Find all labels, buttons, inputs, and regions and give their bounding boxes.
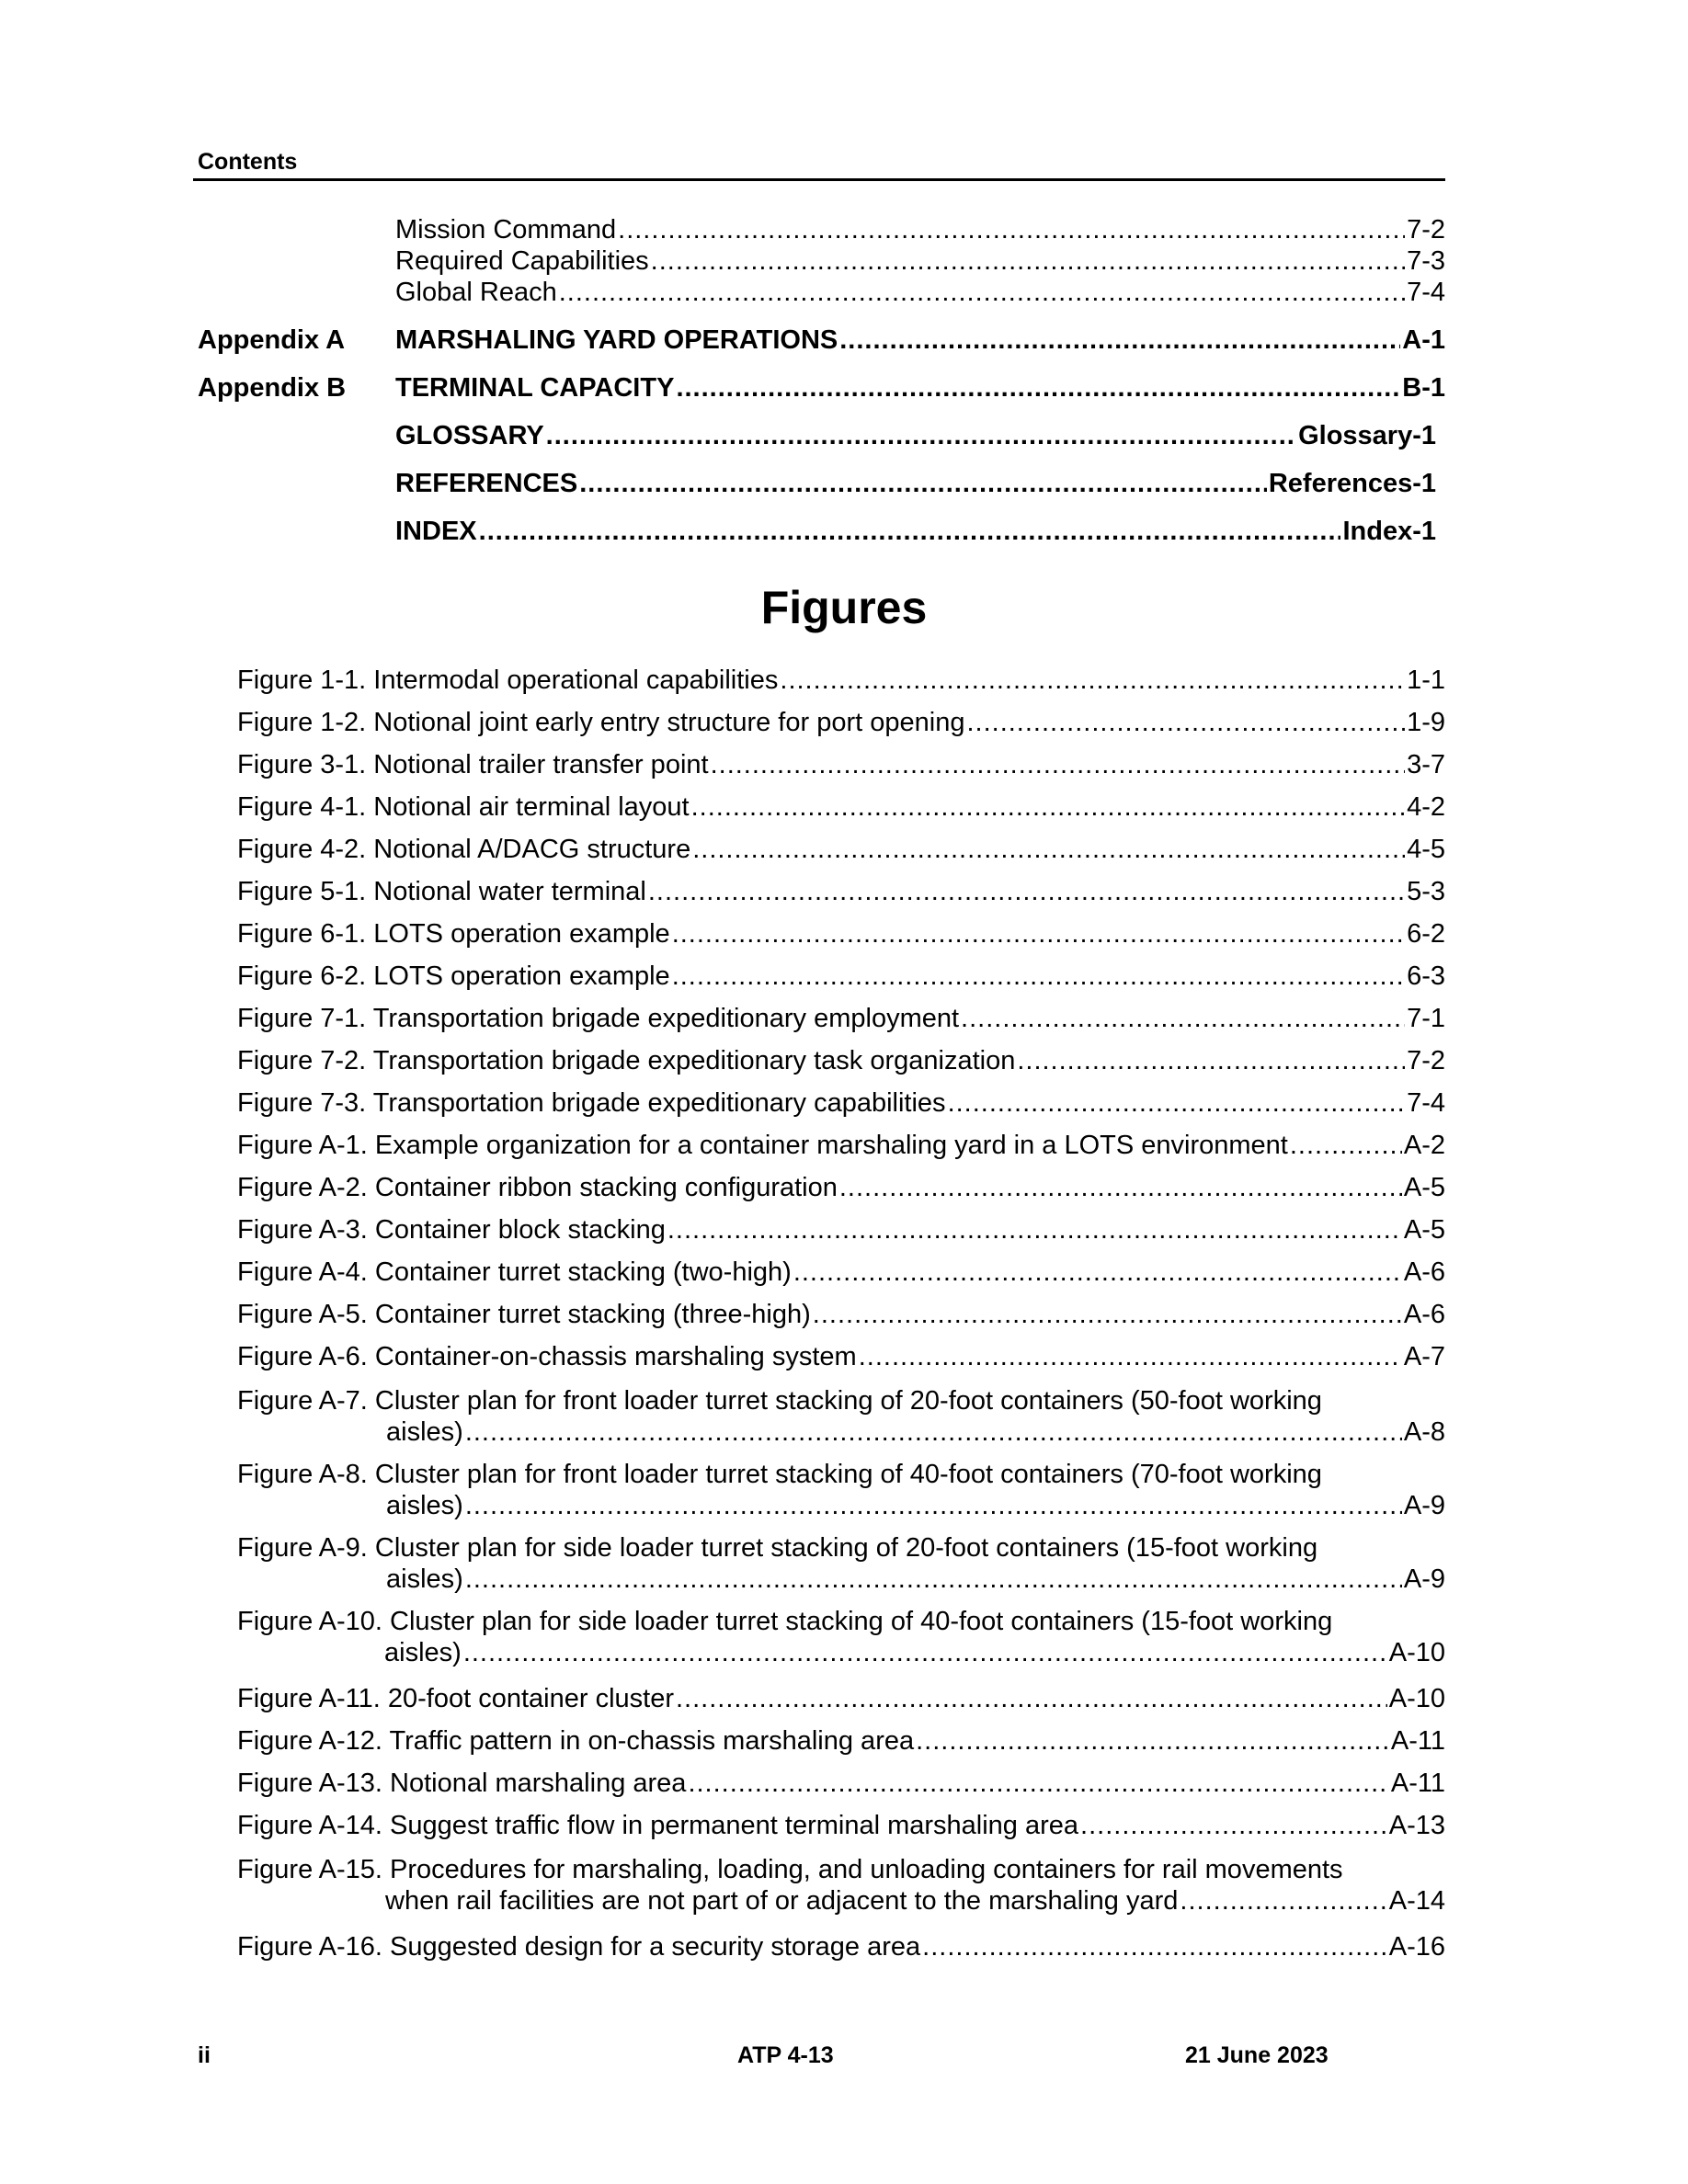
figure-entry[interactable] bbox=[237, 1256, 1445, 1289]
dot-leader bbox=[691, 791, 1405, 824]
appendix-entry[interactable] bbox=[198, 371, 1445, 404]
toc-entry[interactable] bbox=[395, 277, 1445, 308]
appendix-label: Appendix B bbox=[198, 373, 347, 403]
appendix-page: A-1 bbox=[1402, 325, 1445, 355]
appendix-title: MARSHALING YARD OPERATIONS bbox=[395, 325, 838, 355]
figure-title: Figure A-16. Suggested design for a security storage area bbox=[237, 1932, 921, 1962]
figure-title: Figure 4-1. Notional air terminal layout bbox=[237, 792, 690, 822]
dot-leader bbox=[1080, 1809, 1387, 1842]
footer-page-number: ii bbox=[198, 2042, 211, 2068]
figure-title: Figure A-11. 20-foot container cluster bbox=[237, 1684, 674, 1713]
figure-title: Figure 1-2. Notional joint early entry structure for port opening bbox=[237, 708, 965, 737]
figure-title-continued: aisles) bbox=[386, 1491, 463, 1520]
back-matter-title: GLOSSARY bbox=[395, 421, 544, 450]
figure-title: Figure A-3. Container block stacking bbox=[237, 1215, 666, 1245]
figure-page: 3-7 bbox=[1407, 750, 1445, 779]
figure-title: Figure 4-2. Notional A/DACG structure bbox=[237, 835, 691, 864]
footer-date: 21 June 2023 bbox=[1185, 2042, 1329, 2068]
dot-leader bbox=[961, 1002, 1405, 1035]
dot-leader bbox=[711, 748, 1406, 781]
figure-title: Figure A-7. Cluster plan for front loader turret stacking of 20-foot containers (50-foot working bbox=[237, 1386, 1322, 1416]
toc-entry[interactable] bbox=[395, 214, 1445, 245]
figure-entry[interactable] bbox=[237, 1459, 1445, 1521]
figure-page: A-2 bbox=[1403, 1131, 1445, 1160]
figure-entry[interactable] bbox=[237, 748, 1445, 781]
toc-entry-title: Required Capabilities bbox=[395, 246, 649, 276]
figure-entry[interactable] bbox=[237, 1532, 1445, 1595]
toc-entry-page: 7-4 bbox=[1407, 278, 1445, 307]
back-matter-page: Glossary-1 bbox=[1298, 421, 1436, 450]
figure-title: Figure A-8. Cluster plan for front loader turret stacking of 40-foot containers (70-foot working bbox=[237, 1460, 1322, 1489]
dot-leader bbox=[793, 1256, 1402, 1289]
figure-title: Figure 7-2. Transportation brigade expeditionary task organization bbox=[237, 1046, 1016, 1075]
dot-leader bbox=[546, 419, 1296, 452]
figure-entry[interactable] bbox=[237, 664, 1445, 697]
figure-entry[interactable] bbox=[237, 1385, 1445, 1448]
figure-title: Figure 5-1. Notional water terminal bbox=[237, 877, 646, 906]
dot-leader bbox=[672, 960, 1405, 993]
figure-page: 1-1 bbox=[1407, 665, 1445, 695]
dot-leader bbox=[1180, 1885, 1386, 1917]
figure-title: Figure A-10. Cluster plan for side loader turret stacking of 40-foot containers (15-foot working bbox=[237, 1607, 1333, 1636]
figure-entry[interactable] bbox=[237, 1213, 1445, 1246]
figure-page: A-5 bbox=[1403, 1173, 1445, 1202]
figure-title: Figure A-15. Procedures for marshaling, loading, and unloading containers for rail movements bbox=[237, 1855, 1343, 1884]
figure-entry[interactable] bbox=[237, 875, 1445, 908]
dot-leader bbox=[463, 1637, 1387, 1668]
back-matter-title: REFERENCES bbox=[395, 469, 578, 498]
figure-page: 1-9 bbox=[1407, 708, 1445, 737]
dot-leader bbox=[559, 277, 1405, 308]
dot-leader bbox=[780, 664, 1405, 697]
figure-title-continued: aisles) bbox=[384, 1638, 462, 1667]
appendix-entry[interactable] bbox=[198, 324, 1445, 357]
figure-page: 6-2 bbox=[1407, 919, 1445, 949]
figure-title-continued: when rail facilities are not part of or adjacent to the marshaling yard bbox=[385, 1886, 1179, 1916]
appendix-label: Appendix A bbox=[198, 325, 346, 355]
dot-leader bbox=[618, 214, 1405, 245]
figure-title: Figure A-2. Container ribbon stacking configuration bbox=[237, 1173, 838, 1202]
figure-page: A-14 bbox=[1388, 1886, 1445, 1916]
figure-entry[interactable] bbox=[237, 917, 1445, 950]
dot-leader bbox=[465, 1416, 1402, 1448]
figure-page: 7-2 bbox=[1407, 1046, 1445, 1075]
dot-leader bbox=[672, 917, 1405, 950]
figure-page: A-16 bbox=[1388, 1932, 1445, 1962]
figure-entry[interactable] bbox=[237, 1002, 1445, 1035]
figure-page: A-9 bbox=[1403, 1564, 1445, 1594]
dot-leader bbox=[839, 1171, 1402, 1204]
figure-entry[interactable] bbox=[237, 1767, 1445, 1800]
figure-page: 7-4 bbox=[1407, 1088, 1445, 1118]
figure-entry[interactable] bbox=[237, 1171, 1445, 1204]
dot-leader bbox=[676, 371, 1400, 404]
toc-entry-page: 7-2 bbox=[1407, 215, 1445, 245]
figure-entry[interactable] bbox=[237, 1298, 1445, 1331]
toc-entry-title: Global Reach bbox=[395, 278, 557, 307]
figure-page: A-6 bbox=[1403, 1257, 1445, 1287]
figure-title: Figure A-6. Container-on-chassis marshaling system bbox=[237, 1342, 857, 1371]
dot-leader bbox=[479, 515, 1341, 548]
figure-page: A-11 bbox=[1390, 1769, 1445, 1798]
dot-leader bbox=[579, 467, 1267, 500]
back-matter-page: References-1 bbox=[1268, 469, 1436, 498]
figure-title: Figure 3-1. Notional trailer transfer point bbox=[237, 750, 709, 779]
dot-leader bbox=[948, 1086, 1406, 1120]
dot-leader bbox=[465, 1564, 1402, 1595]
dot-leader bbox=[966, 706, 1405, 739]
figures-heading: Figures bbox=[760, 582, 928, 633]
toc-entry[interactable] bbox=[395, 245, 1445, 277]
figure-page: A-9 bbox=[1403, 1491, 1445, 1520]
dot-leader bbox=[465, 1490, 1402, 1521]
back-matter-page: Index-1 bbox=[1342, 517, 1436, 546]
dot-leader bbox=[1290, 1129, 1402, 1162]
figure-page: 5-3 bbox=[1407, 877, 1445, 906]
figure-page: 4-5 bbox=[1407, 835, 1445, 864]
figure-title: Figure 6-2. LOTS operation example bbox=[237, 961, 670, 991]
dot-leader bbox=[651, 245, 1405, 277]
figure-entry[interactable] bbox=[237, 1044, 1445, 1077]
figure-title-continued: aisles) bbox=[386, 1417, 463, 1447]
figure-page: 6-3 bbox=[1407, 961, 1445, 991]
figure-entry[interactable] bbox=[237, 706, 1445, 739]
header-rule bbox=[193, 178, 1445, 181]
figure-title: Figure 7-1. Transportation brigade expeditionary employment bbox=[237, 1004, 960, 1033]
running-header-title: Contents bbox=[198, 149, 298, 175]
figure-entry[interactable] bbox=[237, 1606, 1445, 1668]
dot-leader bbox=[1017, 1044, 1405, 1077]
figure-entry[interactable] bbox=[237, 1086, 1445, 1120]
figure-entry[interactable] bbox=[237, 1930, 1445, 1963]
figure-entry[interactable] bbox=[237, 1340, 1445, 1373]
dot-leader bbox=[688, 1767, 1388, 1800]
back-matter-entry[interactable] bbox=[198, 515, 1436, 548]
figure-title-continued: aisles) bbox=[386, 1564, 463, 1594]
figure-page: A-13 bbox=[1388, 1811, 1445, 1840]
figure-entry[interactable] bbox=[237, 1809, 1445, 1842]
figure-title: Figure A-9. Cluster plan for side loader turret stacking of 20-foot containers (15-foot working bbox=[237, 1533, 1318, 1563]
figure-page: A-6 bbox=[1403, 1300, 1445, 1329]
toc-entry-page: 7-3 bbox=[1407, 246, 1445, 276]
figure-title: Figure A-1. Example organization for a container marshaling yard in a LOTS environment bbox=[237, 1131, 1288, 1160]
dot-leader bbox=[676, 1682, 1387, 1715]
figure-title: Figure A-4. Container turret stacking (two-high) bbox=[237, 1257, 792, 1287]
figure-page: 4-2 bbox=[1407, 792, 1445, 822]
dot-leader bbox=[648, 875, 1405, 908]
figure-title: Figure 7-3. Transportation brigade expeditionary capabilities bbox=[237, 1088, 946, 1118]
figure-page: A-7 bbox=[1403, 1342, 1445, 1371]
footer-publication: ATP 4-13 bbox=[737, 2042, 834, 2068]
figure-entry[interactable] bbox=[237, 791, 1445, 824]
dot-leader bbox=[859, 1340, 1402, 1373]
figure-page: A-11 bbox=[1390, 1726, 1445, 1756]
dot-leader bbox=[916, 1724, 1389, 1757]
dot-leader bbox=[813, 1298, 1402, 1331]
figure-entry[interactable] bbox=[237, 960, 1445, 993]
dot-leader bbox=[839, 324, 1400, 357]
figure-entry[interactable] bbox=[237, 1724, 1445, 1757]
figure-page: 7-1 bbox=[1407, 1004, 1445, 1033]
figure-title: Figure A-5. Container turret stacking (three-high) bbox=[237, 1300, 811, 1329]
figure-page: A-8 bbox=[1403, 1417, 1445, 1447]
figure-page: A-10 bbox=[1388, 1638, 1445, 1667]
figure-title: Figure A-14. Suggest traffic flow in permanent terminal marshaling area bbox=[237, 1811, 1079, 1840]
figure-title: Figure A-13. Notional marshaling area bbox=[237, 1769, 687, 1798]
figure-title: Figure A-12. Traffic pattern in on-chassis marshaling area bbox=[237, 1726, 915, 1756]
figure-page: A-5 bbox=[1403, 1215, 1445, 1245]
dot-leader bbox=[692, 833, 1405, 866]
back-matter-title: INDEX bbox=[395, 517, 477, 546]
figure-title: Figure 6-1. LOTS operation example bbox=[237, 919, 670, 949]
dot-leader bbox=[922, 1930, 1387, 1963]
appendix-title: TERMINAL CAPACITY bbox=[395, 373, 675, 403]
toc-entry-title: Mission Command bbox=[395, 215, 617, 245]
appendix-page: B-1 bbox=[1402, 373, 1445, 403]
figure-page: A-10 bbox=[1388, 1684, 1445, 1713]
figure-entry[interactable] bbox=[237, 1682, 1445, 1715]
figure-title: Figure 1-1. Intermodal operational capabilities bbox=[237, 665, 779, 695]
figure-entry[interactable] bbox=[237, 833, 1445, 866]
back-matter-entry[interactable] bbox=[198, 419, 1436, 452]
figure-entry[interactable] bbox=[237, 1854, 1445, 1917]
back-matter-entry[interactable] bbox=[198, 467, 1436, 500]
figure-entry[interactable] bbox=[237, 1129, 1445, 1162]
dot-leader bbox=[667, 1213, 1402, 1246]
